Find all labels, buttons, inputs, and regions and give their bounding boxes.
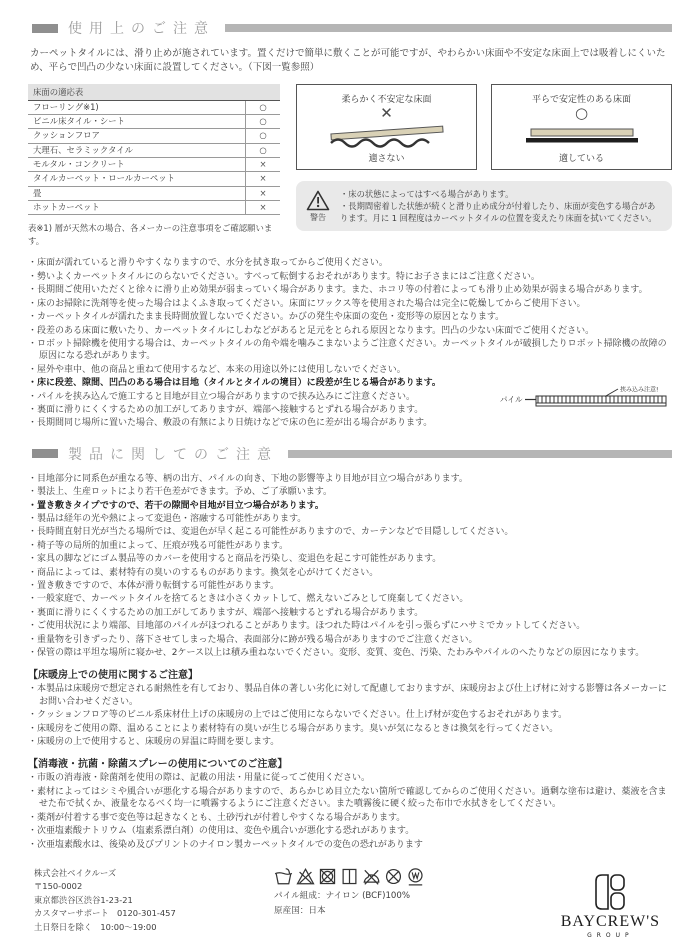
floor-suitability-table: [28, 84, 280, 216]
product-note-item: ・置き敷きタイプですので、若干の隙間や目地が目立つ場合があります。: [28, 500, 324, 511]
no-tumble-dry-icon: [318, 867, 337, 886]
section2-bullet-list: [28, 473, 672, 660]
product-note-item: ・目地部分に同系色が重なる等、柄の出方、パイルの向き、下地の影響等より目地が目立つ場合があります。: [28, 473, 468, 484]
product-note-item: ・一般家庭で、カーペットタイルを捨てるときは小さくカットして、燃えないごみとして廃棄してください。: [28, 594, 469, 605]
floor-suitability-column: [28, 84, 280, 248]
warning-box: [296, 181, 672, 231]
product-note-item: ・椅子等の局所的加重によって、圧痕が残る可能性があります。: [28, 540, 289, 551]
table-row: [28, 186, 280, 200]
precaution-item: ・床に段差、隙間、凹凸のある場合は目地（タイルとタイルの境目）に段差が生じる場合があります。: [28, 378, 441, 389]
baycrews-monogram-icon: [593, 873, 627, 911]
floor-type-label: 大理石、セラミックタイル: [28, 143, 246, 157]
suitability-mark: ○: [246, 114, 281, 128]
table-row: [28, 114, 280, 128]
warning-line: ・長期間密着した状態が続くと滑り止め成分が付着したり、床面が変色する場合があります。月に 1 回程度はカーペットタイルの位置を変えたり床面を拭いてください。: [340, 200, 657, 223]
product-note-item: ・製法上、生産ロットにより若干色差ができます。予め、ご了承願います。: [28, 487, 333, 498]
product-note-item: ・重量物を引きずったり、落下させてしまった場合、表面部分に跡が残る場合がありますのでご注意ください。: [28, 634, 478, 645]
diagram-warning-column: [296, 84, 672, 231]
line-dry-icon: [340, 867, 359, 886]
circle-mark: ○: [574, 103, 589, 122]
pile-composition: パイル組成：ナイロン (BCF)100%: [274, 890, 411, 901]
floor-heating-item: ・クッションフロア等のビニル系床材仕上げの床暖房の上ではご使用にならないでください。仕上げ材が変色するおそれがあります。: [28, 710, 568, 721]
hand-wash-icon: [274, 867, 293, 886]
suitability-mark: ○: [246, 129, 281, 143]
section-tick-bar: [32, 24, 58, 33]
flat-plank-graphic: [519, 122, 645, 150]
floor-heating-heading: 【床暖房上での使用に関するご注意】: [28, 670, 198, 682]
product-note-item: ・置き敷きですので、本体が滑り転倒する可能性があります。: [28, 581, 280, 591]
floor-heating-item: ・床暖房をご使用の際、温めることにより素材特有の臭いが生じる場合があります。臭いが気になるときは換気を行ってください。: [28, 723, 559, 734]
product-note-item: ・製品は経年の光や熱によって変退色・溶融する可能性があります。: [28, 513, 307, 524]
company-info-line: カスタマーサポート 0120-301-457: [34, 908, 176, 919]
product-note-item: ・ご使用状況により端部、目地部のパイルがほつれることがあります。ほつれた時はパイルを引っ張らずにハサミでカットしてください。: [28, 621, 586, 632]
table-row: [28, 129, 280, 143]
suitable-floor-diagram: [491, 84, 672, 170]
pile-label: パイル: [500, 395, 523, 405]
diagram-caption: 適している: [558, 153, 604, 164]
section2-title: 製品に関してのご注意: [68, 446, 278, 463]
table-row: [28, 157, 280, 171]
section1-bullet-list: [28, 257, 672, 429]
country-of-origin: 原産国：日本: [274, 905, 326, 916]
wet-cleaning-icon: [406, 867, 425, 886]
company-info: [34, 867, 274, 934]
disinfectant-heading: 【消毒液・抗菌・除菌スプレーの使用についてのご注意】: [28, 759, 288, 771]
table-row: [28, 172, 280, 186]
disinfectant-item: ・次亜塩素酸水は、後染め及びプリントのナイロン製カーペットタイルでの変色の恐れがあります: [28, 839, 423, 850]
section-rule-bar: [225, 24, 672, 32]
no-dry-clean-icon: [384, 867, 403, 886]
precaution-item: ・段差のある床面に敷いたり、カーペットタイルにしわなどがあると足元をとられる原因となります。凹凸の少ない床面でご使用ください。: [28, 325, 595, 336]
product-note-item: ・長時間直射日光が当たる場所では、変退色が早く起こる可能性がありますので、カーテンなどで目隠ししてください。: [28, 527, 514, 538]
section-rule-bar: [288, 450, 672, 458]
suitability-mark: ×: [246, 186, 281, 200]
product-note-item: ・商品によっては、素材特有の臭いのするものがあります。換気を心がけてください。: [28, 567, 379, 578]
footer: [0, 867, 700, 939]
table-row: [28, 100, 280, 114]
no-iron-icon: [362, 867, 381, 886]
company-info-line: 東京都渋谷区渋谷1-23-21: [34, 894, 133, 905]
suitability-mark: ×: [246, 172, 281, 186]
pile-pinch-diagram: [500, 385, 672, 413]
tilted-plank-on-waves-graphic: [324, 122, 450, 150]
precaution-item: ・カーペットタイルが濡れたまま長時間放置しないでください。かびの発生や床面の変色・変形等の原因となります。: [28, 312, 505, 323]
precaution-item: ・裏面に滑りにくくするための加工がしてありますが、端部へ接触するとずれる場合があります。: [28, 404, 424, 415]
warning-text: [340, 188, 662, 224]
precaution-item: ・床のお掃除に洗剤等を使った場合はよくふき取ってください。床面にワックス等を使用された場合は完全に乾燥してからご使用下さい。: [28, 298, 586, 309]
care-info: [274, 867, 425, 918]
product-note-item: ・家具の脚などにゴム製品等のカバーを使用すると商品を汚染し、変退色を起こす可能性があります。: [28, 554, 442, 565]
suitability-mark: ○: [246, 143, 281, 157]
baycrews-logo: [561, 873, 666, 939]
warning-triangle-icon: [306, 190, 330, 211]
warning-icon-wrap: [304, 190, 332, 224]
cross-mark: ✕: [380, 103, 393, 122]
section2-header: [32, 444, 672, 464]
table-footnote: 表※1) 層が天然木の場合、各メーカーの注意事項をご確認願います。: [28, 223, 273, 246]
precaution-item: ・勢いよくカーペットタイルにのらないでください。すべって転倒するおそれがあります。特にお子さまにはご注意ください。: [28, 271, 540, 282]
top-area: [28, 84, 672, 248]
care-symbols-row: [274, 867, 425, 886]
disinfectant-item: ・薬剤が付着する事で変色等は起きなくとも、土砂汚れが付着しやすくなる場合があります。: [28, 812, 406, 823]
floor-type-label: 畳: [28, 186, 246, 200]
diagram-title: 平らで安定性のある床面: [532, 94, 631, 105]
precaution-item: ・長期間ご使用いただくと徐々に滑り止め効果が弱まっていく場合があります。また、ホコリ等の付着によっても滑り止め効果が弱まる場合があります。: [28, 285, 648, 296]
disinfectant-list: [28, 772, 672, 850]
company-info-line: 〒150-0002: [34, 881, 83, 892]
precaution-item: ・長期間同じ場所に置いた場合、敷設の有無により日焼けなどで床の色に差が出る場合があります。: [28, 418, 433, 429]
precaution-item: ・ロボット掃除機を使用する場合は、カーペットタイルの角や端を噛みこまないようご注意ください。カーペットタイルが破損したりロボット掃除機の故障の原因になる恐れがあります。: [28, 338, 667, 362]
disinfectant-item: ・次亜塩素酸ナトリウム（塩素系漂白剤）の使用は、変色や風合いが悪化する恐れがあります。: [28, 826, 415, 837]
disinfectant-item: ・市販の消毒液・除菌剤を使用の際は、記載の用法・用量に従ってご使用ください。: [28, 773, 371, 784]
section1-header: [32, 18, 672, 38]
suitability-mark: ×: [246, 200, 281, 214]
precaution-item: ・屋外や車中、他の商品と重ねて使用するなど、本来の用途以外には使用しないでください。: [28, 364, 406, 375]
floor-type-label: ビニル床タイル・シート: [28, 114, 246, 128]
floor-heating-list: [28, 683, 672, 748]
floor-heating-item: ・本製品は床暖房で想定される耐熱性を有しており、製品自体の著しい劣化に対して配慮しておりますが、床暖房および仕上げ材に対する影響は各メーカーにお問い合わせください。: [28, 684, 667, 707]
logo-name: BAYCREW'S: [560, 912, 660, 930]
company-info-line: 株式会社ベイクルーズ: [34, 867, 117, 878]
table-body: [28, 100, 280, 215]
table-row: [28, 200, 280, 214]
section-tick-bar: [32, 449, 58, 458]
floor-type-label: タイルカーペット・ロールカーペット: [28, 172, 246, 186]
floor-diagram-row: [296, 84, 672, 170]
precaution-item: ・床面が濡れていると滑りやすくなりますので、水分を拭き取ってからご使用ください。: [28, 258, 388, 269]
unsuitable-floor-diagram: [296, 84, 477, 170]
floor-type-label: クッションフロア: [28, 129, 246, 143]
product-note-item: ・保管の際は平坦な場所に寝かせ、2ケース以上は積み重ねないでください。変形、変質、変色、汚染、たわみやパイルのへたりなどの原因になります。: [28, 648, 645, 659]
diagram-caption: 適さない: [368, 153, 405, 164]
intro-paragraph: カーペットタイルには、滑り止めが施されています。置くだけで簡単に敷くことが可能ですが、やわらかい床面や不安定な床面上では吸着しにくいため、平らで凹凸の少ない床面に設置してください。（下図一覧参照）: [30, 48, 666, 74]
warning-line: ・床の状態によってはすべる場合があります。: [340, 188, 514, 199]
company-info-line: 土日祭日を除く 10:00〜19:00: [34, 921, 157, 932]
precaution-item: ・パイルを挟み込んで施工すると目地が目立つ場合がありますので挟み込みにご注意ください。: [28, 391, 416, 402]
pinch-warning-label: 挟み込み注意!: [620, 386, 659, 394]
floor-type-label: モルタル・コンクリート: [28, 157, 246, 171]
section1-title: 使用上のご注意: [68, 21, 215, 37]
suitability-mark: ○: [246, 100, 281, 114]
floor-type-label: フローリング※1): [28, 100, 246, 114]
table-header: 床面の適応表: [28, 84, 280, 101]
warning-label: 警告: [310, 212, 326, 222]
floor-type-label: ホットカーペット: [28, 200, 246, 214]
disinfectant-item: ・素材によってはシミや風合いが悪化する場合がありますので、あらかじめ目立たない箇所で確認してからのご使用ください。過剰な塗布は避け、薬液を含ませた布で拭くか、液量をなるべく均一に噴霧するようにご注意ください。また噴霧後に硬く絞った布巾で水拭きをしてください。: [28, 786, 667, 810]
suitability-mark: ×: [246, 157, 281, 171]
diagram-title: 柔らかく不安定な床面: [341, 94, 432, 105]
floor-heating-item: ・床暖房の上で使用すると、床暖房の昇温に時間を要します。: [28, 737, 280, 748]
product-note-item: ・裏面に滑りにくくするための加工がしてありますが、端部へ接触するとずれる場合があります。: [28, 607, 424, 618]
no-bleach-icon: [296, 867, 315, 886]
logo-subtitle: GROUP: [587, 931, 634, 939]
table-row: [28, 143, 280, 157]
